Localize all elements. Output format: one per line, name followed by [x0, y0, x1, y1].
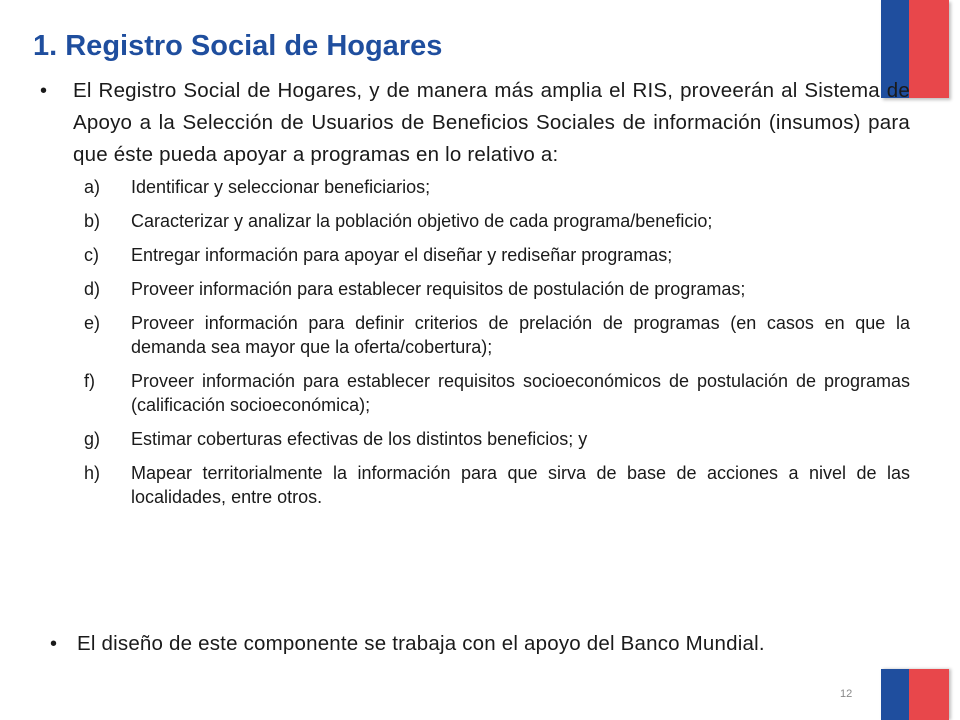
bullet-text: El Registro Social de Hogares, y de manera más amplia el RIS, proveerán al Sistema de Apoyo a la Selección de Usuarios de Beneficios Sociales de información (insumos) para que éste pueda apoyar a programas en lo relativo a:	[73, 79, 910, 166]
list-item-text: Caracterizar y analizar la población objetivo de cada programa/beneficio;	[131, 211, 713, 231]
list-marker: e)	[84, 313, 101, 333]
list-item	[40, 175, 910, 199]
flag-blue-stripe	[881, 669, 909, 720]
list-item	[40, 243, 910, 267]
sub-list	[40, 175, 910, 509]
list-marker: a)	[84, 177, 101, 197]
main-bullet-block	[40, 75, 910, 519]
list-item	[40, 311, 910, 359]
bullet-dot-icon: •	[40, 80, 48, 102]
bullet-paragraph	[50, 628, 910, 660]
bullet-dot-icon: •	[50, 633, 58, 655]
second-bullet-block	[50, 628, 910, 660]
bullet-paragraph	[40, 75, 910, 171]
list-item-text: Proveer información para establecer requisitos socioeconómicos de postulación de programas (calificación socioeconómica);	[131, 371, 910, 415]
list-item	[40, 427, 910, 451]
list-item	[40, 209, 910, 233]
list-item-text: Proveer información para definir criterios de prelación de programas (en casos en que la demanda sea mayor que la oferta/cobertura);	[131, 313, 910, 357]
list-marker: c)	[84, 245, 99, 265]
list-marker: f)	[84, 371, 95, 391]
list-item-text: Identificar y seleccionar beneficiarios;	[131, 177, 431, 197]
list-marker: b)	[84, 211, 101, 231]
list-item-text: Estimar coberturas efectivas de los distintos beneficios; y	[131, 429, 588, 449]
list-item-text: Proveer información para establecer requisitos de postulación de programas;	[131, 279, 746, 299]
bullet-text: El diseño de este componente se trabaja con el apoyo del Banco Mundial.	[77, 632, 765, 655]
list-marker: h)	[84, 463, 101, 483]
slide-title: 1. Registro Social de Hogares	[33, 30, 443, 62]
list-marker: g)	[84, 429, 101, 449]
list-item	[40, 461, 910, 509]
list-marker: d)	[84, 279, 101, 299]
list-item	[40, 277, 910, 301]
chile-flag-decoration-bottom	[881, 669, 949, 720]
list-item	[40, 369, 910, 417]
flag-red-stripe	[909, 669, 949, 720]
list-item-text: Entregar información para apoyar el diseñar y rediseñar programas;	[131, 245, 673, 265]
flag-red-stripe	[909, 0, 949, 98]
page-number: 12	[840, 688, 853, 700]
list-item-text: Mapear territorialmente la información para que sirva de base de acciones a nivel de las localidades, entre otros.	[131, 463, 910, 507]
